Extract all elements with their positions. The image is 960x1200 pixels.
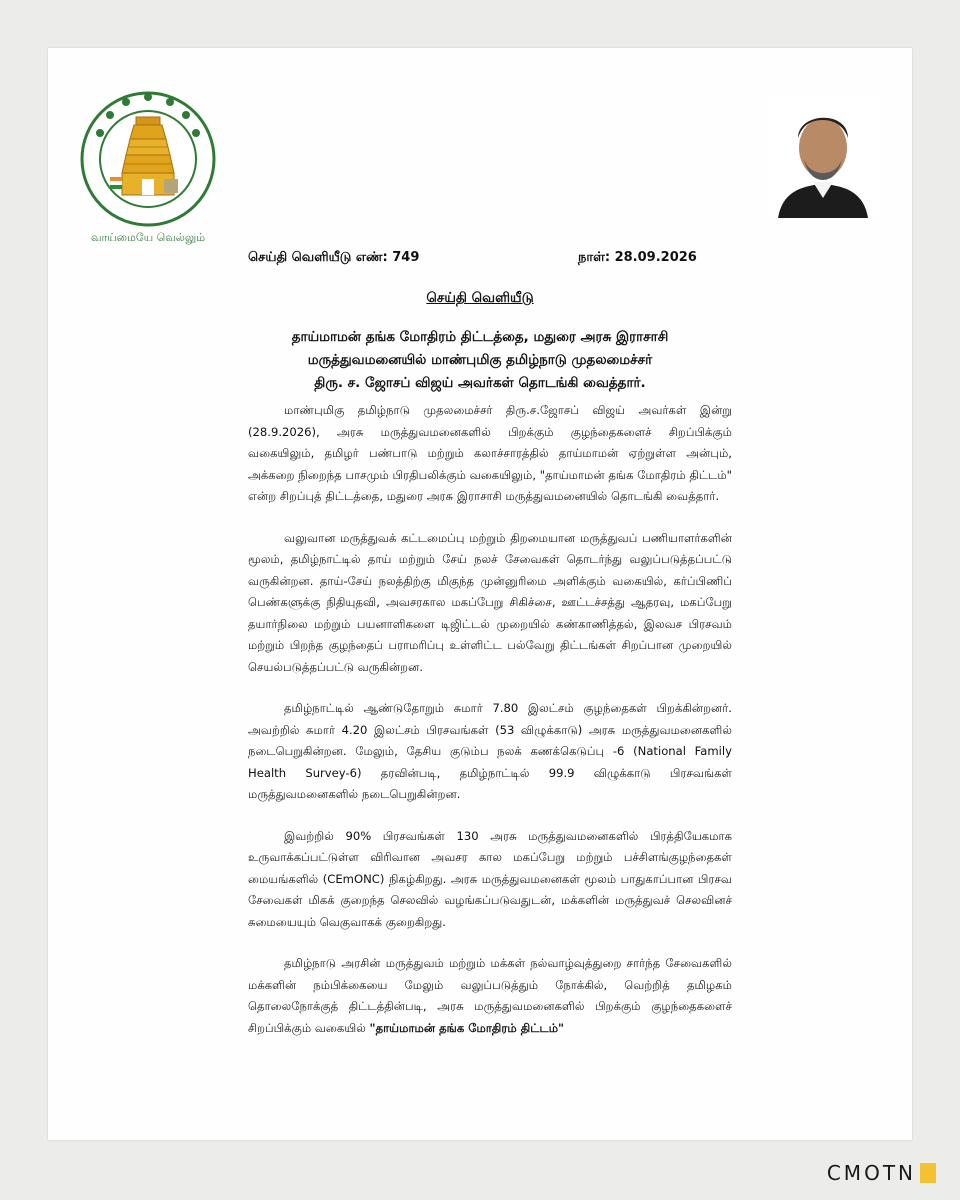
scheme-name-bold: "தாய்மாமன் தங்க மோதிரம் திட்டம்" — [369, 1020, 565, 1035]
brand-prefix: CMO — [826, 1161, 883, 1185]
press-release-page — [48, 48, 912, 1140]
headline-line: தாய்மாமன் தங்க மோதிரம் திட்டத்தை, மதுரை அரசு இராசாசி — [291, 329, 669, 345]
body-paragraph-last — [248, 953, 732, 1039]
document-body — [248, 400, 732, 1059]
release-number: செய்தி வெளியீடு எண்: 749 — [248, 250, 420, 265]
body-paragraph: தமிழ்நாட்டில் ஆண்டுதோறும் சுமார் 7.80 இலட்சம் குழந்தைகள் பிறக்கின்றனர். அவற்றில் சுமார் 4.20 இலட்சம் பிரசவங்கள் (53 விழுக்காடு) அரசு மருத்துவமனைகளில் நடைபெறுகின்றன. மேலும், தேசிய குடும்ப நலக் கணக்கெடுப்பு -6 (National Family Health Survey-6) தரவின்படி, தமிழ்நாட்டில் 99.9 விழுக்காடு பிரசவங்கள் மருத்துவமனைகளில் நடைபெறுகின்றன. — [248, 701, 732, 801]
headline-line: திரு. ச. ஜோசப் விஜய் அவர்கள் தொடங்கி வைத்தார். — [314, 375, 646, 391]
tamil-nadu-emblem-icon — [78, 81, 218, 251]
cmotn-logo — [827, 1160, 936, 1186]
document-headline — [198, 326, 762, 395]
last-paragraph-text: தமிழ்நாடு அரசின் மருத்துவம் மற்றும் மக்கள் நல்வாழ்வுத்துறை சார்ந்த சேவைகளில் மக்களின் நம்பிக்கையை மேலும் வலுப்படுத்தும் நோக்கில், வெற்றித் தமிழகம் தொலைநோக்குத் திட்டத்தின்படி, அரசு மருத்துவமனைகளில் பிறக்கும் குழந்தைகளைச் சிறப்பிக்கும் வகையில் — [248, 956, 732, 1035]
chief-minister-portrait — [768, 98, 878, 218]
document-subtitle: செய்தி வெளியீடு — [426, 290, 534, 306]
body-paragraph: வலுவான மருத்துவக் கட்டமைப்பு மற்றும் திறமையான மருத்துவப் பணியாளர்களின் மூலம், தமிழ்நாட்டில் தாய் மற்றும் சேய் நலச் சேவைகள் தொடர்ந்து வலுப்படுத்தப்பட்டு வருகின்றன. தாய்-சேய் நலத்திற்கு மிகுந்த முன்னுரிமை அளிக்கும் வகையில், கர்ப்பிணிப் பெண்களுக்கு நிதியுதவி, அவசரகால மகப்பேறு சிகிச்சை, ஊட்டச்சத்து ஆதரவு, மகப்பேறு தயார்நிலை மற்றும் பயனாளிகளை டிஜிட்டல் முறையில் கண்காணித்தல், இலவச பிரசவம் மற்றும் பிறந்த குழந்தைப் பராமரிப்பு உள்ளிட்ட பல்வேறு திட்டங்கள் சிறப்பான முறையில் செயல்படுத்தப்பட்டு வருகின்றன. — [248, 530, 732, 674]
release-meta — [48, 250, 912, 270]
release-date: நாள்: 28.09.2026 — [578, 250, 697, 265]
body-paragraph: இவற்றில் 90% பிரசவங்கள் 130 அரசு மருத்துவமனைகளில் பிரத்தியேகமாக உருவாக்கப்பட்டுள்ள விரிவான அவசர கால மகப்பேறு மற்றும் பச்சிளங்குழந்தைகள் மையங்களில் (CEmONC) நிகழ்கிறது. அரசு மருத்துவமனைகள் மூலம் பாதுகாப்பான பிரசவ சேவைகள் மிகக் குறைந்த செலவில் வழங்கப்படுவதுடன், மக்களின் மருத்துவச் செலவினச் சுமையையும் வெகுவாகக் குறைகிறது. — [248, 828, 732, 929]
headline-line: மருத்துவமனையில் மாண்புமிகு தமிழ்நாடு முதலமைச்சர் — [307, 352, 653, 368]
body-paragraph: மாண்புமிகு தமிழ்நாடு முதலமைச்சர் திரு.ச.ஜோசப் விஜய் அவர்கள் இன்று (28.9.2026), அரசு மருத்துவமனைகளில் பிறக்கும் குழந்தைகளைச் சிறப்பிக்கும் வகையிலும், தமிழர் பண்பாடு மற்றும் கலாச்சாரத்தில் தாய்மாமன் ஏற்றுள்ள அன்பும், அக்கறை நிறைந்த பாசமும் பிரதிபலிக்கும் வகையிலும், "தாய்மாமன் தங்க மோதிரம் திட்டம்" என்ற சிறப்புத் திட்டத்தை, மதுரை அரசு இராசாசி மருத்துவமனையில் தொடங்கி வைத்தார். — [248, 403, 732, 503]
brand-suffix: TN — [882, 1161, 916, 1185]
emblem-motto: வாய்மையே வெல்லும் — [90, 231, 206, 244]
brand-accent-bar — [920, 1163, 936, 1183]
